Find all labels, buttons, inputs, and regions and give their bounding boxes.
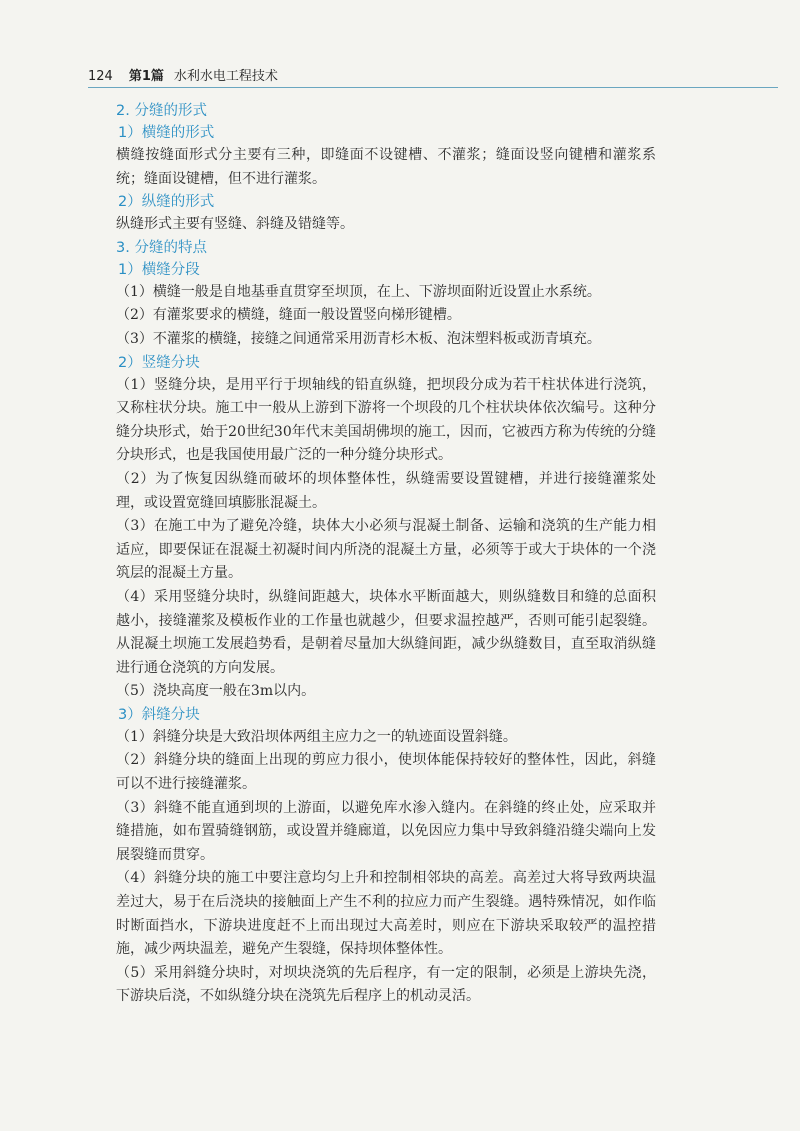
- list-item: （4）采用竖缝分块时，纵缝间距越大，块体水平断面越大，则纵缝数目和缝的总面积越小，接缝灌浆及模板作业的工作量也就越少，但要求温控越严，否则可能引起裂缝。从混凝土坝施工发展趋势看，是朝着尽量加大纵缝间距，减少纵缝数目，直至取消纵缝进行通仓浇筑的方向发展。: [116, 588, 656, 676]
- section-heading-3: 3. 分缝的特点: [116, 239, 207, 256]
- list-item: （2）为了恢复因纵缝而破坏的坝体整体性，纵缝需要设置键槽，并进行接缝灌浆处理，或设置宽缝回填膨胀混凝土。: [116, 470, 656, 511]
- list-item: （5）采用斜缝分块时，对坝块浇筑的先后程序，有一定的限制，必须是上游块先浇，下游块后浇，不如纵缝分块在浇筑先后程序上的机动灵活。: [116, 964, 656, 1005]
- part-title: 水利水电工程技术: [173, 69, 278, 84]
- section-heading-2: 2. 分缝的形式: [116, 103, 207, 119]
- subsection-heading-longitudinal-joint-form: 2）纵缝的形式: [118, 194, 215, 211]
- list-item: （3）斜缝不能直通到坝的上游面，以避免库水渗入缝内。在斜缝的终止处，应采取并缝措施，如布置骑缝钢筋，或设置并缝廊道，以免因应力集中导致斜缝沿缝尖端向上发展裂缝而贯穿。: [116, 799, 656, 863]
- list-item: （1）横缝一般是自地基垂直贯穿至坝顶，在上、下游坝面附近设置止水系统。: [116, 283, 601, 300]
- paragraph: 横缝按缝面形式分主要有三种，即缝面不设键槽、不灌浆；缝面设竖向键槽和灌浆系统；缝面设键槽，但不进行灌浆。: [116, 147, 656, 187]
- subsection-heading-vertical-joint-blocks: 2）竖缝分块: [118, 354, 200, 371]
- subsection-heading-inclined-joint-blocks: 3）斜缝分块: [118, 706, 200, 723]
- list-item: （5）浇块高度一般在3m以内。: [116, 683, 316, 700]
- page-content: [116, 100, 656, 1009]
- list-item: （1）斜缝分块是大致沿坝体两组主应力之一的轨迹面设置斜缝。: [116, 728, 517, 745]
- paragraph: 纵缝形式主要有竖缝、斜缝及错缝等。: [116, 216, 354, 233]
- part-label: 第1篇: [128, 69, 164, 84]
- list-item: （1）竖缝分块，是用平行于坝轴线的铅直纵缝，把坝段分成为若干柱状体进行浇筑，又称柱状分块。施工中一般从上游到下游将一个坝段的几个柱状块体依次编号。这种分缝分块形式，始于20世纪30年代末美国胡佛坝的施工，因而，它被西方称为传统的分缝分块形式，也是我国使用最广泛的一种分缝分块形式。: [116, 376, 656, 464]
- list-item: （3）不灌浆的横缝，接缝之间通常采用沥青杉木板、泡沫塑料板或沥青填充。: [116, 330, 601, 347]
- list-item: （3）在施工中为了避免冷缝，块体大小必须与混凝土制备、运输和浇筑的生产能力相适应，即要保证在混凝土初凝时间内所浇的混凝土方量，必须等于或大于块体的一个浇筑层的混凝土方量。: [116, 518, 656, 582]
- list-item: （4）斜缝分块的施工中要注意均匀上升和控制相邻块的高差。高差过大将导致两块温差过大，易于在后浇块的接触面上产生不利的拉应力而产生裂缝。遇特殊情况，如作临时断面挡水，下游块进度赶不上而出现过大高差时，则应在下游块采取较严的温控措施，减少两块温差，避免产生裂缝，保持坝体整体性。: [116, 870, 656, 958]
- subsection-heading-transverse-segmentation: 1）横缝分段: [118, 261, 200, 278]
- running-header: [88, 62, 778, 88]
- page-number: 124: [88, 69, 113, 84]
- list-item: （2）斜缝分块的缝面上出现的剪应力很小，使坝体能保持较好的整体性，因此，斜缝可以不进行接缝灌浆。: [116, 752, 656, 793]
- subsection-heading-transverse-joint-form: 1）横缝的形式: [118, 125, 215, 141]
- list-item: （2）有灌浆要求的横缝，缝面一般设置竖向梯形键槽。: [116, 307, 461, 324]
